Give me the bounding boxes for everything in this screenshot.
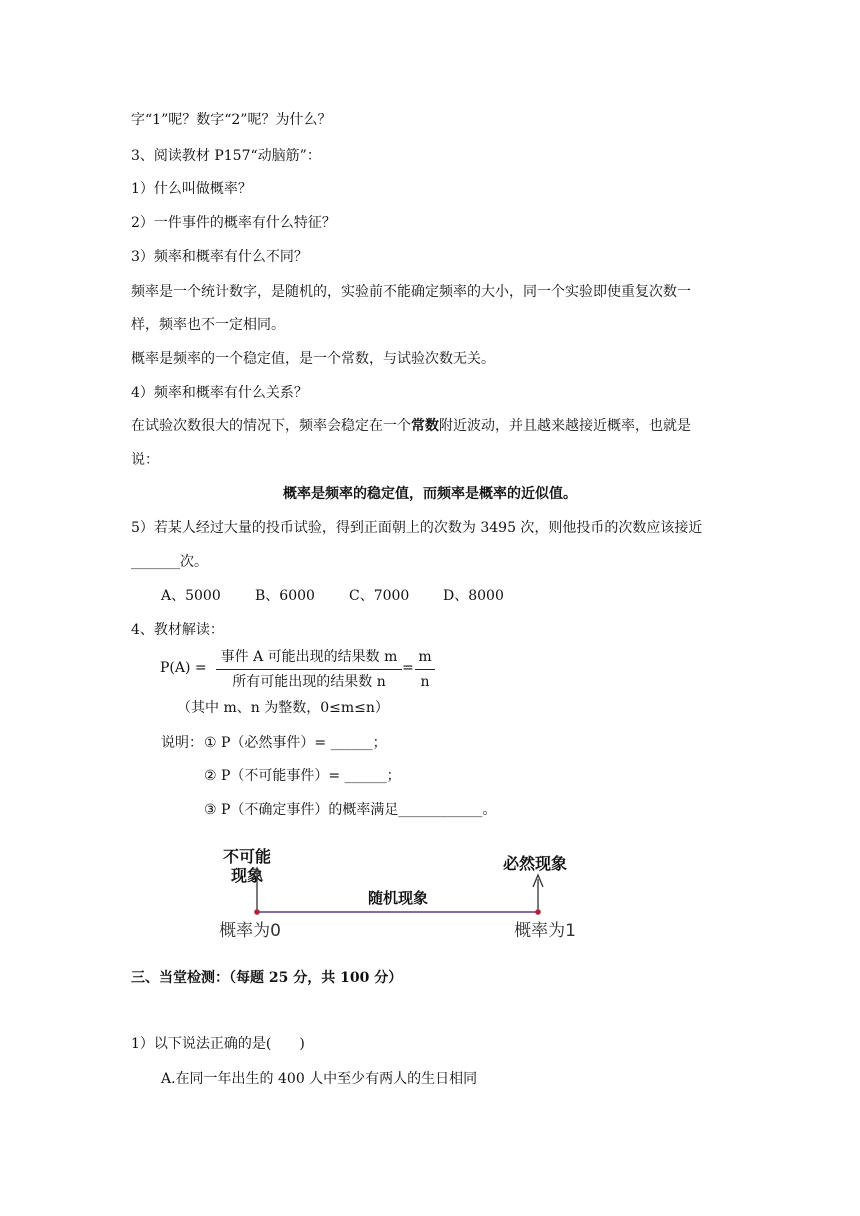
- label-certain: 必然现象: [502, 854, 568, 873]
- formula-n: n: [420, 674, 430, 690]
- text-line: 5）若某人经过大量的投币试验，得到正面朝上的次数为 3495 次，则他投币的次数应该接近: [131, 520, 703, 536]
- key-conclusion: 概率是频率的稳定值，而频率是概率的近似值。: [283, 486, 577, 502]
- text-line: 概率是频率的一个稳定值，是一个常数，与试验次数无关。: [131, 351, 495, 367]
- dot-one: [535, 909, 541, 915]
- formula-note: （其中 m、n 为整数，0≤m≤n）: [177, 700, 389, 716]
- text-line: 说：: [131, 452, 159, 468]
- explain-label: 说明：: [161, 735, 203, 751]
- label-prob-zero: 概率为0: [219, 921, 281, 941]
- text-line: 2）一件事件的概率有什么特征？: [131, 215, 336, 231]
- dot-zero: [254, 909, 260, 915]
- text-line: 1）什么叫做概率？: [131, 181, 252, 197]
- left-arrow-head: [252, 868, 262, 880]
- text-run: 附近波动，并且越来越接近概率，也就是: [439, 418, 691, 434]
- formula-equals: =: [402, 660, 414, 676]
- label-impossible-2: 现象: [230, 866, 264, 885]
- label-random: 随机现象: [367, 889, 429, 907]
- formula-numerator: 事件 A 可能出现的结果数 m: [220, 649, 398, 665]
- question-1: 1）以下说法正确的是( ): [131, 1036, 305, 1052]
- text-line: _______次。: [131, 554, 208, 570]
- text-line: 3）频率和概率有什么不同？: [131, 249, 308, 265]
- label-impossible-1: 不可能: [222, 847, 272, 866]
- formula-lhs: P(A) =: [160, 660, 207, 676]
- section-title: 三、当堂检测：（每题 25 分，共 100 分）: [131, 970, 403, 986]
- right-arrow-head: [533, 875, 543, 887]
- text-line: 3、阅读教材 P157“动脑筋”：: [131, 148, 321, 164]
- explain-item-2: ② P（不可能事件）= ______；: [204, 768, 401, 784]
- formula-fraction-short: [415, 648, 435, 691]
- text-line: 频率是一个统计数字，是随机的，实验前不能确定频率的大小，同一个实验即使重复次数一: [131, 284, 691, 300]
- option-c: C、7000: [349, 588, 410, 604]
- label-prob-one: 概率为1: [514, 921, 576, 941]
- text-run: 在试验次数很大的情况下，频率会稳定在一个: [131, 418, 411, 434]
- answer-options: [161, 586, 537, 606]
- text-line: 字“1”呢？数字“2”呢？为什么？: [131, 112, 332, 128]
- bold-keyword: 常数: [411, 418, 439, 434]
- option-b: B、6000: [255, 588, 315, 604]
- formula-fraction: [216, 648, 402, 691]
- option-d: D、8000: [443, 588, 504, 604]
- fraction-bar: [415, 669, 435, 670]
- text-line: 4、教材解读：: [131, 622, 224, 638]
- text-line: [131, 416, 691, 436]
- formula-denominator: 所有可能出现的结果数 n: [232, 674, 386, 690]
- text-line: 样，频率也不一定相同。: [131, 317, 285, 333]
- explain-item-3: ③ P（不确定事件）的概率满足____________。: [204, 802, 497, 818]
- formula-m: m: [418, 649, 432, 665]
- question-1-option-a: A.在同一年出生的 400 人中至少有两人的生日相同: [161, 1071, 478, 1087]
- fraction-bar: [216, 669, 402, 670]
- option-a: A、5000: [161, 588, 221, 604]
- text-line: 4）频率和概率有什么关系？: [131, 385, 308, 401]
- explain-item-1: ① P（必然事件）= ______；: [204, 735, 387, 751]
